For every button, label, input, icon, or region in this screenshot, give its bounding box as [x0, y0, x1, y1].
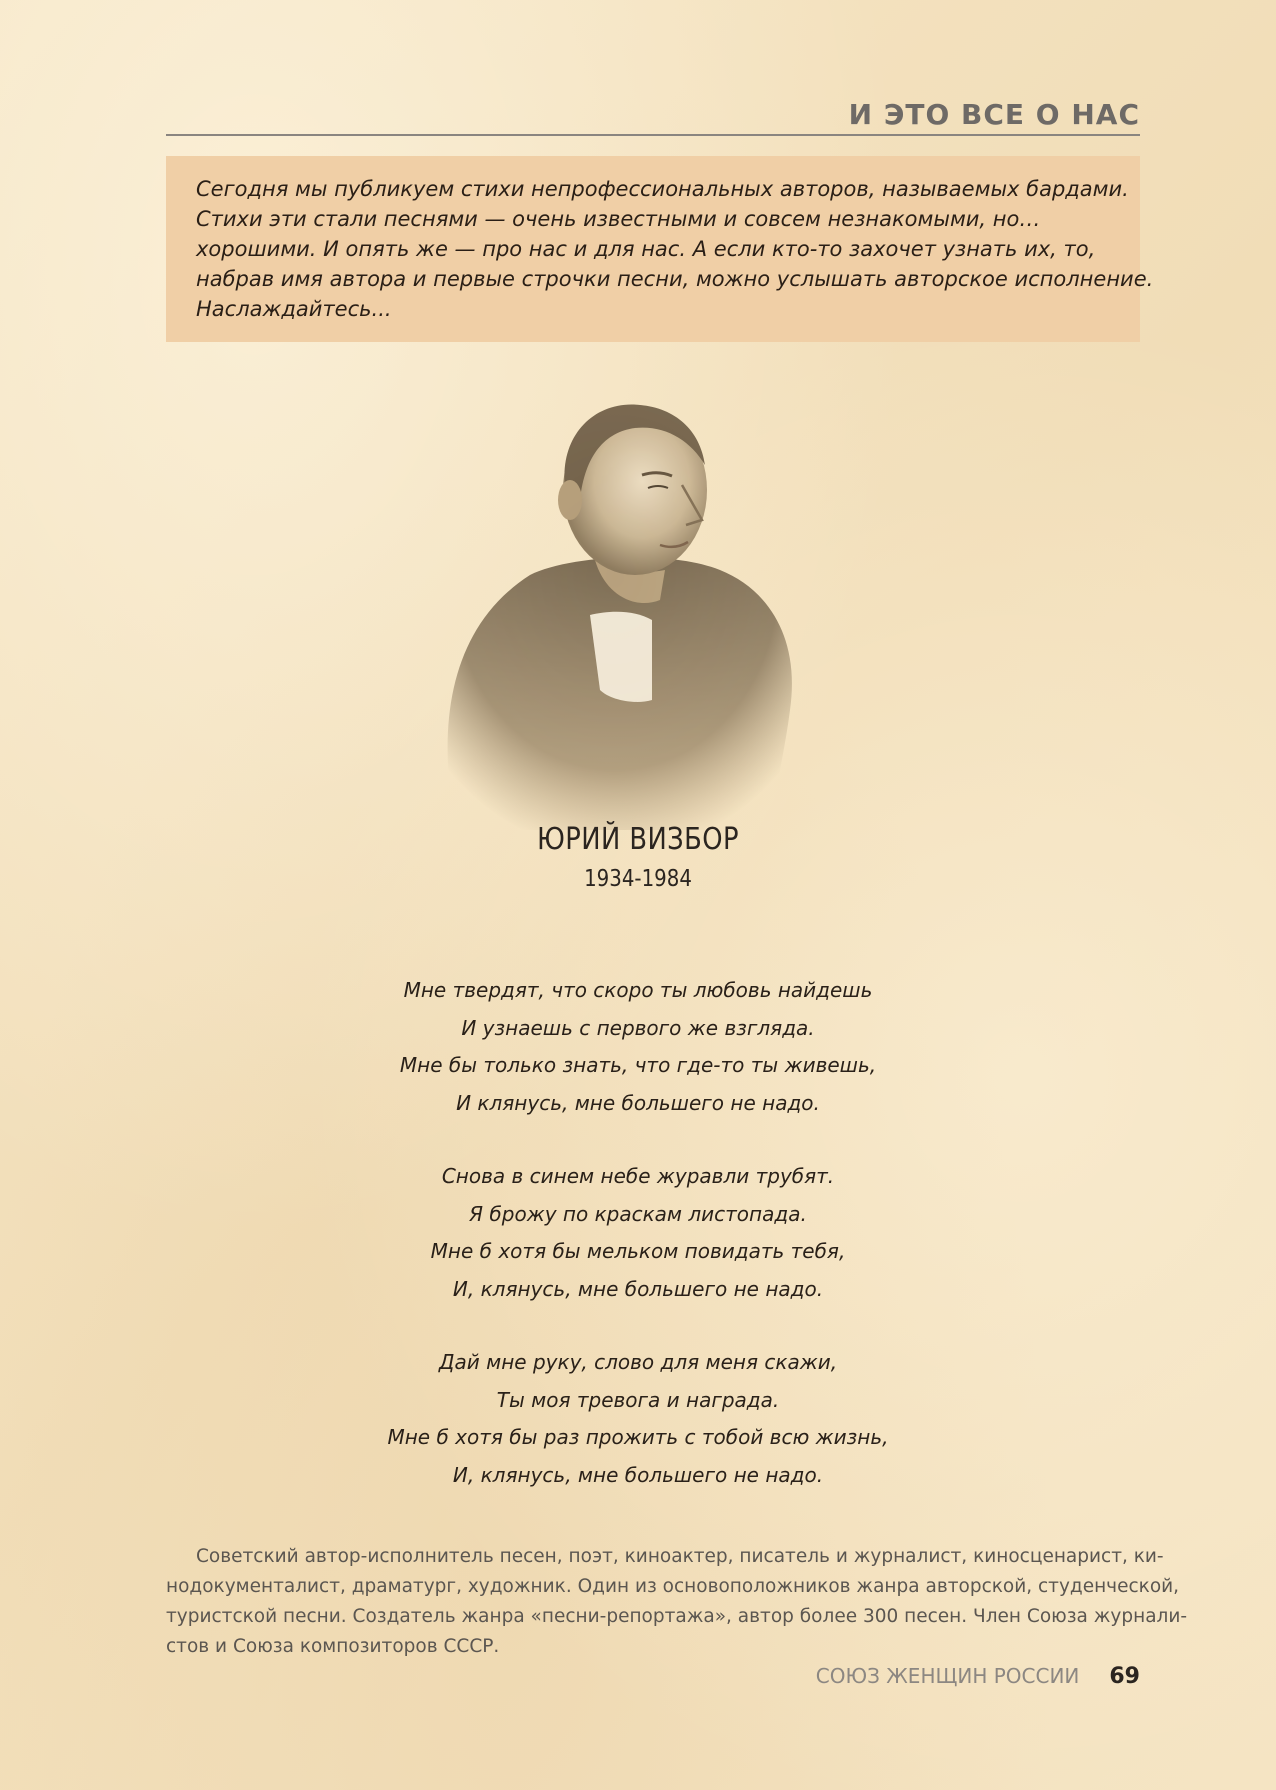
intro-line: хорошими. И опять же — про нас и для нас. А если кто-то захочет узнать их, то,: [196, 237, 1096, 261]
page-footer: [816, 1664, 1140, 1689]
poem: [0, 972, 1276, 1530]
poem-line: Мне б хотя бы раз прожить с тобой всю жизнь,: [387, 1425, 889, 1449]
poem-line: Я брожу по краскам листопада.: [469, 1201, 807, 1226]
author-years: 1934-1984: [584, 866, 692, 892]
bio-line: нодокументалист, драматург, художник. Один из основоположников жанра авторской, студенческой,: [166, 1576, 1180, 1597]
bio-line: туристской песни. Создатель жанра «песни-репортажа», автор более 300 песен. Член Союза журнали-: [166, 1606, 1188, 1627]
poem-stanza: [0, 1344, 1276, 1494]
poem-line: Мне твердят, что скоро ты любовь найдешь: [403, 978, 873, 1002]
poem-line: Мне б хотя бы мельком повидать тебя,: [430, 1239, 846, 1263]
page-number: 69: [1109, 1664, 1140, 1689]
poem-line: Мне бы только знать, что где-то ты живешь,: [399, 1053, 877, 1077]
header-divider: [166, 134, 1140, 136]
author-bio: [166, 1542, 1188, 1662]
author-portrait: [420, 370, 810, 830]
section-title: И ЭТО ВСЕ О НАС: [848, 98, 1140, 131]
intro-box: [166, 156, 1154, 342]
bio-line: стов и Союза композиторов СССР.: [166, 1636, 500, 1657]
poem-line: И узнаешь с первого же взгляда.: [461, 1015, 815, 1040]
poem-stanza: [0, 1158, 1276, 1308]
publication-name: СОЮЗ ЖЕНЩИН РОССИИ: [815, 1664, 1080, 1688]
poem-line: Ты моя тревога и награда.: [496, 1387, 780, 1412]
poem-line: И, клянусь, мне большего не надо.: [452, 1276, 824, 1301]
poem-line: И, клянусь, мне большего не надо.: [452, 1462, 824, 1487]
poem-stanza: [0, 972, 1276, 1122]
intro-line: Сегодня мы публикуем стихи непрофессиональных авторов, называемых бардами.: [196, 177, 1129, 201]
intro-line: Стихи эти стали песнями — очень известными и совсем незнакомыми, но…: [196, 207, 1041, 231]
bio-line: Советский автор-исполнитель песен, поэт, киноактер, писатель и журналист, киносценарист, ки-: [196, 1546, 1164, 1567]
author-name: ЮРИЙ ВИЗБОР: [536, 822, 740, 857]
intro-line: набрав имя автора и первые строчки песни, можно услышать авторское исполнение.: [196, 267, 1154, 291]
poem-line: Снова в синем небе журавли трубят.: [441, 1164, 835, 1188]
intro-line: Наслаждайтесь...: [196, 297, 392, 321]
poem-line: И клянусь, мне большего не надо.: [456, 1090, 820, 1115]
poem-line: Дай мне руку, слово для меня скажи,: [438, 1350, 838, 1374]
